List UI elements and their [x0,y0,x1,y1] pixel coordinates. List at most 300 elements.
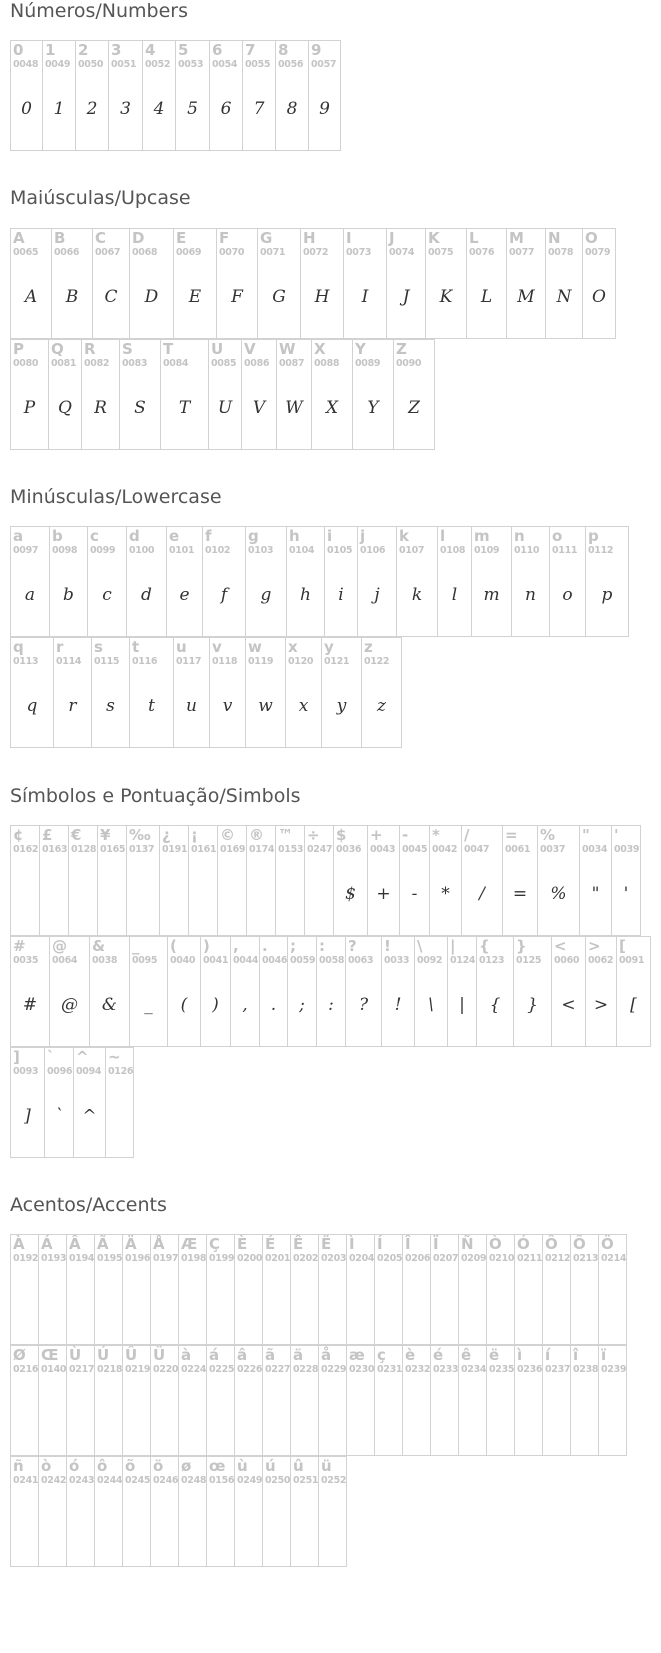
glyph-cell [217,229,258,339]
character-label: a [13,527,24,545]
glyph-cell [546,229,583,339]
glyph-sample: : [328,995,334,1015]
character-label: ø [181,1457,192,1475]
character-code: 0102 [205,545,231,556]
glyph-sample: y [336,696,347,716]
glyph-cell [438,527,472,637]
glyph-cell [160,826,189,936]
character-code: 0229 [321,1364,347,1375]
character-code: 0106 [360,545,386,556]
character-label: Ô [545,1235,558,1253]
glyph-cell [120,340,161,450]
glyph-sample: 6 [220,99,232,119]
glyph-sample: B [65,287,79,307]
character-label: C [95,229,107,247]
character-code: 0174 [249,844,275,855]
glyph-sample: 0 [21,99,32,119]
glyph-sample: F [231,287,243,307]
glyph-cell [93,229,130,339]
character-label: z [364,638,373,656]
glyph-cell [11,826,40,936]
glyph-sample: Y [367,398,379,418]
character-label: c [90,527,99,545]
character-code: 0036 [336,844,362,855]
character-label: ¿ [162,826,171,844]
glyph-sample: & [101,995,118,1015]
glyph-cell [151,1235,179,1345]
glyph-cell [571,1346,599,1456]
glyph-sample: 2 [86,99,98,119]
character-label: è [405,1346,416,1364]
character-label: ` [47,1048,55,1066]
character-code: 0046 [262,955,288,966]
glyph-cell [130,937,168,1047]
character-code: 0082 [84,358,110,369]
character-label: g [248,527,259,545]
character-label: í [545,1346,551,1364]
glyph-cell [387,229,426,339]
character-code: 0122 [364,656,390,667]
character-code: 0239 [601,1364,627,1375]
character-code: 0119 [248,656,274,667]
character-code: 0192 [13,1253,39,1264]
character-label: s [94,638,103,656]
character-code: 0219 [125,1364,151,1375]
character-code: 0220 [153,1364,179,1375]
character-label: Ê [293,1235,304,1253]
glyph-cell [263,1457,291,1567]
character-label: ê [461,1346,472,1364]
glyph-cell [368,826,400,936]
glyph-sample: @ [61,995,78,1015]
character-code: 0204 [349,1253,375,1264]
character-code: 0213 [573,1253,599,1264]
glyph-cell [263,1346,291,1456]
character-label: æ [349,1346,365,1364]
character-code: 0246 [153,1475,179,1486]
character-code: 0111 [552,545,578,556]
character-label: ; [290,937,296,955]
character-code: 0085 [211,358,237,369]
glyph-sample: D [144,287,159,307]
character-label: ^ [76,1048,89,1066]
glyph-cell [467,229,507,339]
character-label: ¥ [100,826,111,844]
character-label: V [244,340,256,358]
glyph-cell [123,1346,151,1456]
character-code: 0108 [440,545,466,556]
glyph-cell [243,41,276,151]
glyph-cell [514,937,552,1047]
glyph-cell [344,229,387,339]
glyph-cell [291,1457,319,1567]
character-label: r [56,638,64,656]
glyph-sample: N [556,287,572,307]
character-label: ? [348,937,357,955]
character-code: 0069 [176,247,202,258]
character-label: 7 [245,41,256,59]
character-code: 0114 [56,656,82,667]
glyph-cell [571,1235,599,1345]
character-label: û [293,1457,304,1475]
character-label: Á [41,1235,53,1253]
glyph-cell [317,937,346,1047]
character-label: Ñ [461,1235,474,1253]
glyph-cell [487,1346,515,1456]
glyph-cell [11,1346,39,1456]
glyph-sample: . [270,995,277,1015]
character-label: G [260,229,273,247]
character-code: 0205 [377,1253,403,1264]
character-label: # [13,937,26,955]
glyph-cell [82,340,120,450]
character-code: 0070 [219,247,245,258]
glyph-cell [301,229,344,339]
character-code: 0109 [474,545,500,556]
glyph-sample: $ [345,884,356,904]
character-code: 0060 [554,955,580,966]
glyph-sample: k [411,585,423,605]
glyph-sample: O [592,287,606,307]
character-label: R [84,340,96,358]
character-code: 0214 [601,1253,627,1264]
character-code: 0211 [517,1253,543,1264]
character-label: Ì [349,1235,355,1253]
glyph-cell [168,937,201,1047]
character-label: - [402,826,409,844]
character-code: 0081 [51,358,77,369]
glyph-cell [11,638,54,748]
character-code: 0241 [13,1475,39,1486]
character-code: 0113 [13,656,39,667]
character-code: 0163 [42,844,68,855]
glyph-sample: b [63,585,74,605]
character-label: _ [132,937,140,955]
glyph-cell [179,1235,207,1345]
character-code: 0075 [428,247,454,258]
character-code: 0194 [69,1253,95,1264]
glyph-sample: w [258,696,273,716]
character-label: ô [97,1457,108,1475]
glyph-sample: ^ [82,1106,97,1126]
character-code: 0251 [293,1475,319,1486]
glyph-sample: o [562,585,573,605]
character-label: d [129,527,140,545]
glyph-cell [583,229,616,339]
glyph-cell [151,1346,179,1456]
character-code: 0244 [97,1475,123,1486]
character-label: q [13,638,24,656]
character-code: 0242 [41,1475,67,1486]
character-code: 0074 [389,247,415,258]
character-label: É [265,1235,276,1253]
glyph-row [10,825,641,936]
character-code: 0153 [278,844,304,855]
glyph-cell [612,826,641,936]
glyph-sample: > [593,995,609,1015]
glyph-sample: P [23,398,36,418]
glyph-cell [11,1048,45,1158]
character-code: 0124 [450,955,476,966]
glyph-cell [477,937,514,1047]
glyph-cell [586,527,629,637]
glyph-cell [552,937,586,1047]
character-code: 0218 [97,1364,123,1375]
character-label: ! [384,937,391,955]
glyph-cell [375,1235,403,1345]
character-label: + [370,826,383,844]
character-label: 8 [278,41,289,59]
character-code: 0233 [433,1364,459,1375]
glyph-sample: I [361,287,369,307]
character-code: 0121 [324,656,350,667]
glyph-cell [67,1235,95,1345]
glyph-cell [95,1346,123,1456]
glyph-cell [403,1346,431,1456]
character-code: 0053 [178,59,204,70]
character-code: 0067 [95,247,121,258]
character-code: 0043 [370,844,396,855]
character-label: È [237,1235,248,1253]
character-code: 0232 [405,1364,431,1375]
glyph-cell [11,41,43,151]
glyph-sample: } [527,995,538,1015]
character-code: 0250 [265,1475,291,1486]
character-code: 0107 [399,545,425,556]
character-label: ö [153,1457,164,1475]
character-code: 0193 [41,1253,67,1264]
character-label: v [212,638,222,656]
character-code: 0095 [132,955,158,966]
character-label: \ [417,937,423,955]
glyph-cell [394,340,435,450]
glyph-cell [276,41,309,151]
character-code: 0063 [348,955,374,966]
character-code: 0234 [461,1364,487,1375]
character-code: 0237 [545,1364,571,1375]
glyph-cell [98,826,127,936]
character-label: Ï [433,1235,439,1253]
character-label: Ú [97,1346,110,1364]
glyph-cell [74,1048,106,1158]
glyph-cell [235,1346,263,1456]
character-code: 0058 [319,955,345,966]
glyph-cell [319,1457,347,1567]
character-label: Q [51,340,64,358]
glyph-cell [459,1346,487,1456]
character-code: 0200 [237,1253,263,1264]
glyph-cell [448,937,477,1047]
glyph-sample: < [561,995,576,1015]
glyph-cell [543,1235,571,1345]
glyph-cell [375,1346,403,1456]
character-code: 0080 [13,358,39,369]
character-code: 0042 [432,844,458,855]
character-label: w [248,638,262,656]
character-code: 0126 [108,1066,134,1077]
glyph-cell [52,229,93,339]
character-code: 0252 [321,1475,347,1486]
character-code: 0090 [396,358,422,369]
glyph-cell [174,229,217,339]
glyph-cell [334,826,368,936]
character-label: © [220,826,235,844]
glyph-cell [176,41,210,151]
character-label: Î [405,1235,411,1253]
glyph-cell [400,826,430,936]
character-label: K [428,229,440,247]
glyph-sample: ` [54,1106,64,1126]
character-label: B [54,229,66,247]
glyph-cell [203,527,246,637]
glyph-row [10,637,402,748]
character-label: P [13,340,24,358]
character-code: 0156 [209,1475,235,1486]
character-label: ó [69,1457,80,1475]
character-label: Œ [41,1346,59,1364]
character-code: 0099 [90,545,116,556]
glyph-sample: [ [630,995,637,1015]
character-code: 0209 [461,1253,487,1264]
glyph-sample: J [402,287,410,307]
character-label: 6 [212,41,223,59]
glyph-cell [11,937,50,1047]
character-code: 0051 [111,59,137,70]
glyph-cell [512,527,550,637]
character-label: 0 [13,41,24,59]
glyph-cell [76,41,109,151]
glyph-cell [430,826,462,936]
character-label: ç [377,1346,386,1364]
character-label: ú [265,1457,276,1475]
character-label: = [505,826,518,844]
character-code: 0206 [405,1253,431,1264]
glyph-cell [40,826,69,936]
character-code: 0048 [13,59,39,70]
character-label: X [314,340,326,358]
character-label: Æ [181,1235,198,1253]
glyph-cell [260,937,288,1047]
character-label: % [540,826,556,844]
character-code: 0037 [540,844,566,855]
glyph-cell [201,937,231,1047]
character-label: ù [237,1457,248,1475]
character-code: 0066 [54,247,80,258]
character-code: 0054 [212,59,238,70]
glyph-cell [207,1235,235,1345]
glyph-cell [123,1457,151,1567]
glyph-sample: g [260,585,272,605]
character-label: 5 [178,41,189,59]
glyph-cell [319,1235,347,1345]
character-code: 0047 [464,844,490,855]
character-label: â [237,1346,248,1364]
glyph-cell [210,41,243,151]
character-label: < [554,937,567,955]
glyph-cell [246,527,287,637]
glyph-sample: 9 [319,99,330,119]
character-code: 0197 [153,1253,179,1264]
glyph-cell [276,826,305,936]
glyph-cell [291,1235,319,1345]
glyph-cell [472,527,512,637]
glyph-cell [109,41,143,151]
glyph-sample: G [272,287,286,307]
glyph-cell [358,527,397,637]
character-label: F [219,229,230,247]
glyph-cell [617,937,651,1047]
character-code: 0083 [122,358,148,369]
glyph-row [10,1234,627,1345]
character-code: 0235 [489,1364,515,1375]
section-title: Símbolos e Pontuação/Simbols [10,785,301,807]
glyph-cell [43,41,76,151]
character-label: ' [614,826,619,844]
character-code: 0212 [545,1253,571,1264]
character-code: 0055 [245,59,271,70]
glyph-sample: 4 [153,99,165,119]
character-code: 0065 [13,247,39,258]
character-code: 0115 [94,656,120,667]
glyph-cell [462,826,503,936]
character-code: 0165 [100,844,126,855]
character-label: / [464,826,470,844]
character-label: m [474,527,490,545]
glyph-cell [11,340,49,450]
character-code: 0103 [248,545,274,556]
character-label: ( [170,937,177,955]
character-label: | [450,937,456,955]
glyph-sample: n [525,585,536,605]
glyph-sample: r [68,696,77,716]
glyph-cell [151,1457,179,1567]
character-code: 0094 [76,1066,102,1077]
glyph-cell [11,229,52,339]
glyph-cell [67,1346,95,1456]
character-label: @ [52,937,67,955]
character-code: 0117 [176,656,202,667]
character-code: 0105 [327,545,353,556]
glyph-sample: U [217,398,233,418]
glyph-sample: - [411,884,418,904]
glyph-sample: Q [58,398,72,418]
glyph-cell [106,1048,134,1158]
character-label: á [209,1346,220,1364]
glyph-cell [95,1235,123,1345]
character-label: > [588,937,601,955]
glyph-cell [50,527,88,637]
character-label: } [516,937,527,955]
character-label: ‰ [129,826,151,844]
character-code: 0225 [209,1364,235,1375]
glyph-cell [207,1457,235,1567]
character-label: E [176,229,187,247]
character-label: Ò [489,1235,502,1253]
character-label: ® [249,826,264,844]
character-code: 0049 [45,59,71,70]
glyph-sample: s [106,696,115,716]
character-label: Ë [321,1235,332,1253]
character-code: 0195 [97,1253,123,1264]
character-code: 0202 [293,1253,319,1264]
character-label: Ù [69,1346,82,1364]
glyph-cell [415,937,448,1047]
character-code: 0231 [377,1364,403,1375]
glyph-cell [39,1457,67,1567]
character-label: A [13,229,25,247]
character-code: 0227 [265,1364,291,1375]
glyph-cell [235,1457,263,1567]
